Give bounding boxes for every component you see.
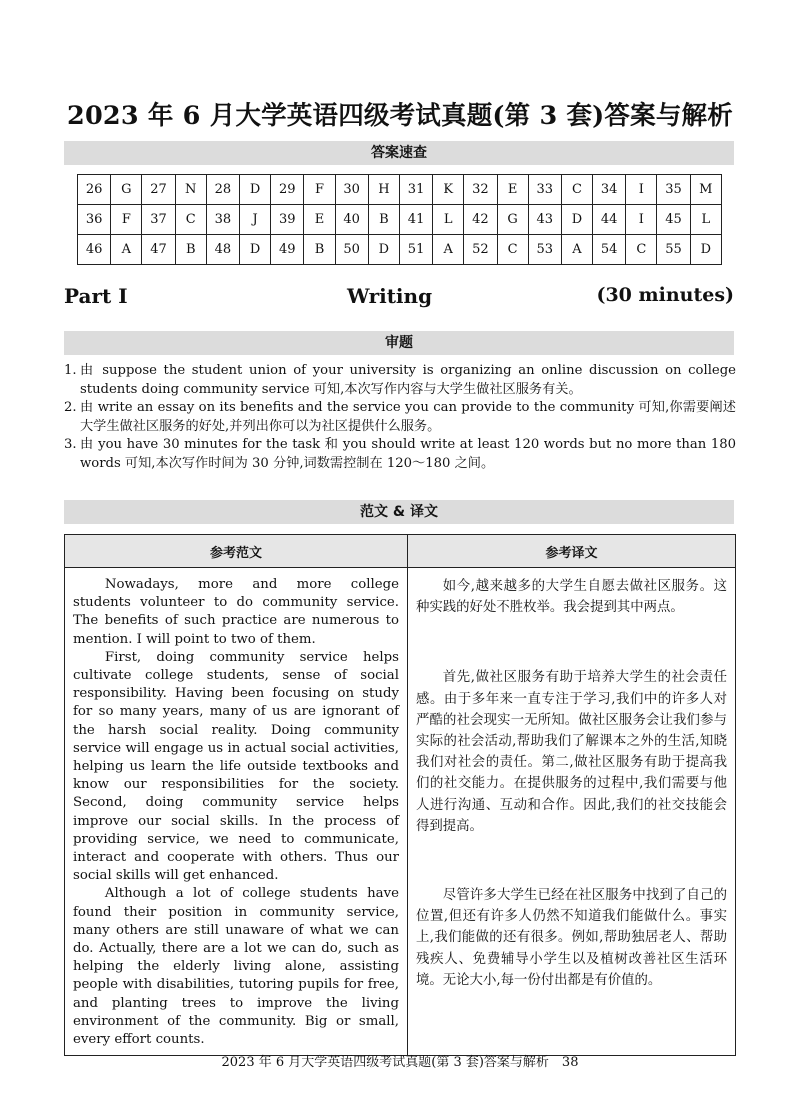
answer-letter: A [433,235,464,265]
model-essay-paragraph: Although a lot of college students have found their position in community service, many others are still unaware of what we can do. Actually, there are a lot we can do, such as helping the elderly living alone, assisting people with disabilities, tutoring pupils for free, and planting trees to improve the living environment of the community. Big or small, every effort counts. [73,886,399,1048]
part-heading [64,284,734,312]
question-number: 29 [271,175,304,205]
question-number: 53 [528,235,561,265]
translation-column-header: 参考译文 [408,535,736,568]
analysis-point-text: 由 suppose the student union of your university is organizing an online discussion on college students doing community service 可知,本次写作内容与大学生做社区服务有关。 [80,363,736,397]
model-essay-paragraph: First, doing community service helps cultivate college students, sense of social responsibility. Having been focusing on study for so many years, many of us are ignorant of the harsh social reality. Doing community service will engage us in actual social activities, helping us learn the life outside textbooks and know our responsibilities for the society. Second, doing community service helps improve our social skills. In the process of providing service, we need to communicate, interact and cooperate with others. Thus our social skills will get enhanced. [73,649,399,884]
answer-letter: A [111,235,142,265]
question-number: 31 [399,175,432,205]
question-number: 48 [206,235,239,265]
analysis-point [64,362,736,399]
part-time: (30 minutes) [596,284,734,306]
analysis-point [64,436,736,473]
answer-letter: D [240,235,271,265]
question-number: 46 [78,235,111,265]
analysis-point-number: 1. [64,363,77,378]
answer-letter: E [304,205,335,235]
answer-letter: C [175,205,206,235]
question-number: 40 [335,205,368,235]
question-number: 45 [657,205,690,235]
question-number: 47 [142,235,175,265]
question-number: 44 [593,205,626,235]
analysis-point [64,399,736,436]
analysis-point-number: 2. [64,400,77,415]
question-number: 42 [464,205,497,235]
answer-letter: L [690,205,721,235]
analysis-section-header: 审题 [64,331,734,355]
answer-letter: G [111,175,142,205]
question-number: 35 [657,175,690,205]
model-essay-column-header: 参考范文 [65,535,408,568]
question-number: 28 [206,175,239,205]
question-number: 43 [528,205,561,235]
answer-letter: A [561,235,592,265]
answer-letter: F [111,205,142,235]
answer-letter: E [497,175,528,205]
translation-paragraph: 尽管许多大学生已经在社区服务中找到了自己的位置,但还有许多人仍然不知道我们能做什么。事实上,我们能做的还有很多。例如,帮助独居老人、帮助残疾人、免费辅导小学生以及植树改善社区生活环境。无论大小,每一份付出都是有价值的。 [416,888,727,988]
answer-letter: B [175,235,206,265]
analysis-list [64,362,736,473]
answer-letter: F [304,175,335,205]
answer-row [78,175,722,205]
question-number: 41 [399,205,432,235]
model-section-header: 范文 & 译文 [64,500,734,524]
model-essay-cell [65,568,408,1056]
question-number: 27 [142,175,175,205]
model-essay-paragraph: Nowadays, more and more college students volunteer to do community service. The benefits of such practice are numerous to mention. I will point to two of them. [73,577,399,647]
analysis-point-text: 由 write an essay on its benefits and the service you can provide to the community 可知,你需要阐述大学生做社区服务的好处,并列出你可以为社区提供什么服务。 [80,400,736,434]
answer-letter: C [561,175,592,205]
question-number: 30 [335,175,368,205]
question-number: 37 [142,205,175,235]
answer-letter: K [433,175,464,205]
page-title: 2023 年 6 月大学英语四级考试真题(第 3 套)答案与解析 [67,101,733,131]
question-number: 38 [206,205,239,235]
answer-letter: I [626,175,657,205]
question-number: 32 [464,175,497,205]
answer-letter: C [497,235,528,265]
answer-letter: D [368,235,399,265]
answer-letter: D [690,235,721,265]
answer-letter: J [240,205,271,235]
answer-letter: H [368,175,399,205]
answer-letter: M [690,175,721,205]
question-number: 33 [528,175,561,205]
part-topic: Writing [347,284,433,308]
question-number: 36 [78,205,111,235]
question-number: 50 [335,235,368,265]
part-label: Part Ⅰ [64,284,128,308]
answer-letter: G [497,205,528,235]
question-number: 55 [657,235,690,265]
answer-letter: N [175,175,206,205]
question-number: 51 [399,235,432,265]
translation-paragraph: 首先,做社区服务有助于培养大学生的社会责任感。由于多年来一直专注于学习,我们中的许多人对严酷的社会现实一无所知。做社区服务会让我们参与实际的社会活动,帮助我们了解课本之外的生活,知晓我们对社会的责任。第二,做社区服务有助于提高我们的社交能力。在提供服务的过程中,我们需要与他人进行沟通、互动和合作。因此,我们的社交技能会得到提高。 [416,670,727,834]
analysis-point-number: 3. [64,437,77,452]
answer-row [78,235,722,265]
answer-letter: C [626,235,657,265]
answer-key-table [77,174,722,265]
question-number: 34 [593,175,626,205]
analysis-point-text: 由 you have 30 minutes for the task 和 you should write at least 120 words but no more than 180 words 可知,本次写作时间为 30 分钟,词数需控制在 120～180 之间。 [80,437,736,471]
answer-letter: L [433,205,464,235]
answer-row [78,205,722,235]
answer-letter: B [368,205,399,235]
question-number: 54 [593,235,626,265]
answer-letter: D [240,175,271,205]
answer-letter: B [304,235,335,265]
translation-paragraph: 如今,越来越多的大学生自愿去做社区服务。这种实践的好处不胜枚举。我会提到其中两点。 [416,579,727,616]
answer-letter: I [626,205,657,235]
question-number: 39 [271,205,304,235]
translation-cell [408,568,736,1056]
question-number: 26 [78,175,111,205]
answer-letter: D [561,205,592,235]
page-footer: 2023 年 6 月大学英语四级考试真题(第 3 套)答案与解析 38 [221,1055,579,1070]
model-essay-table [64,534,736,1056]
answers-section-header: 答案速查 [64,141,734,165]
question-number: 49 [271,235,304,265]
question-number: 52 [464,235,497,265]
